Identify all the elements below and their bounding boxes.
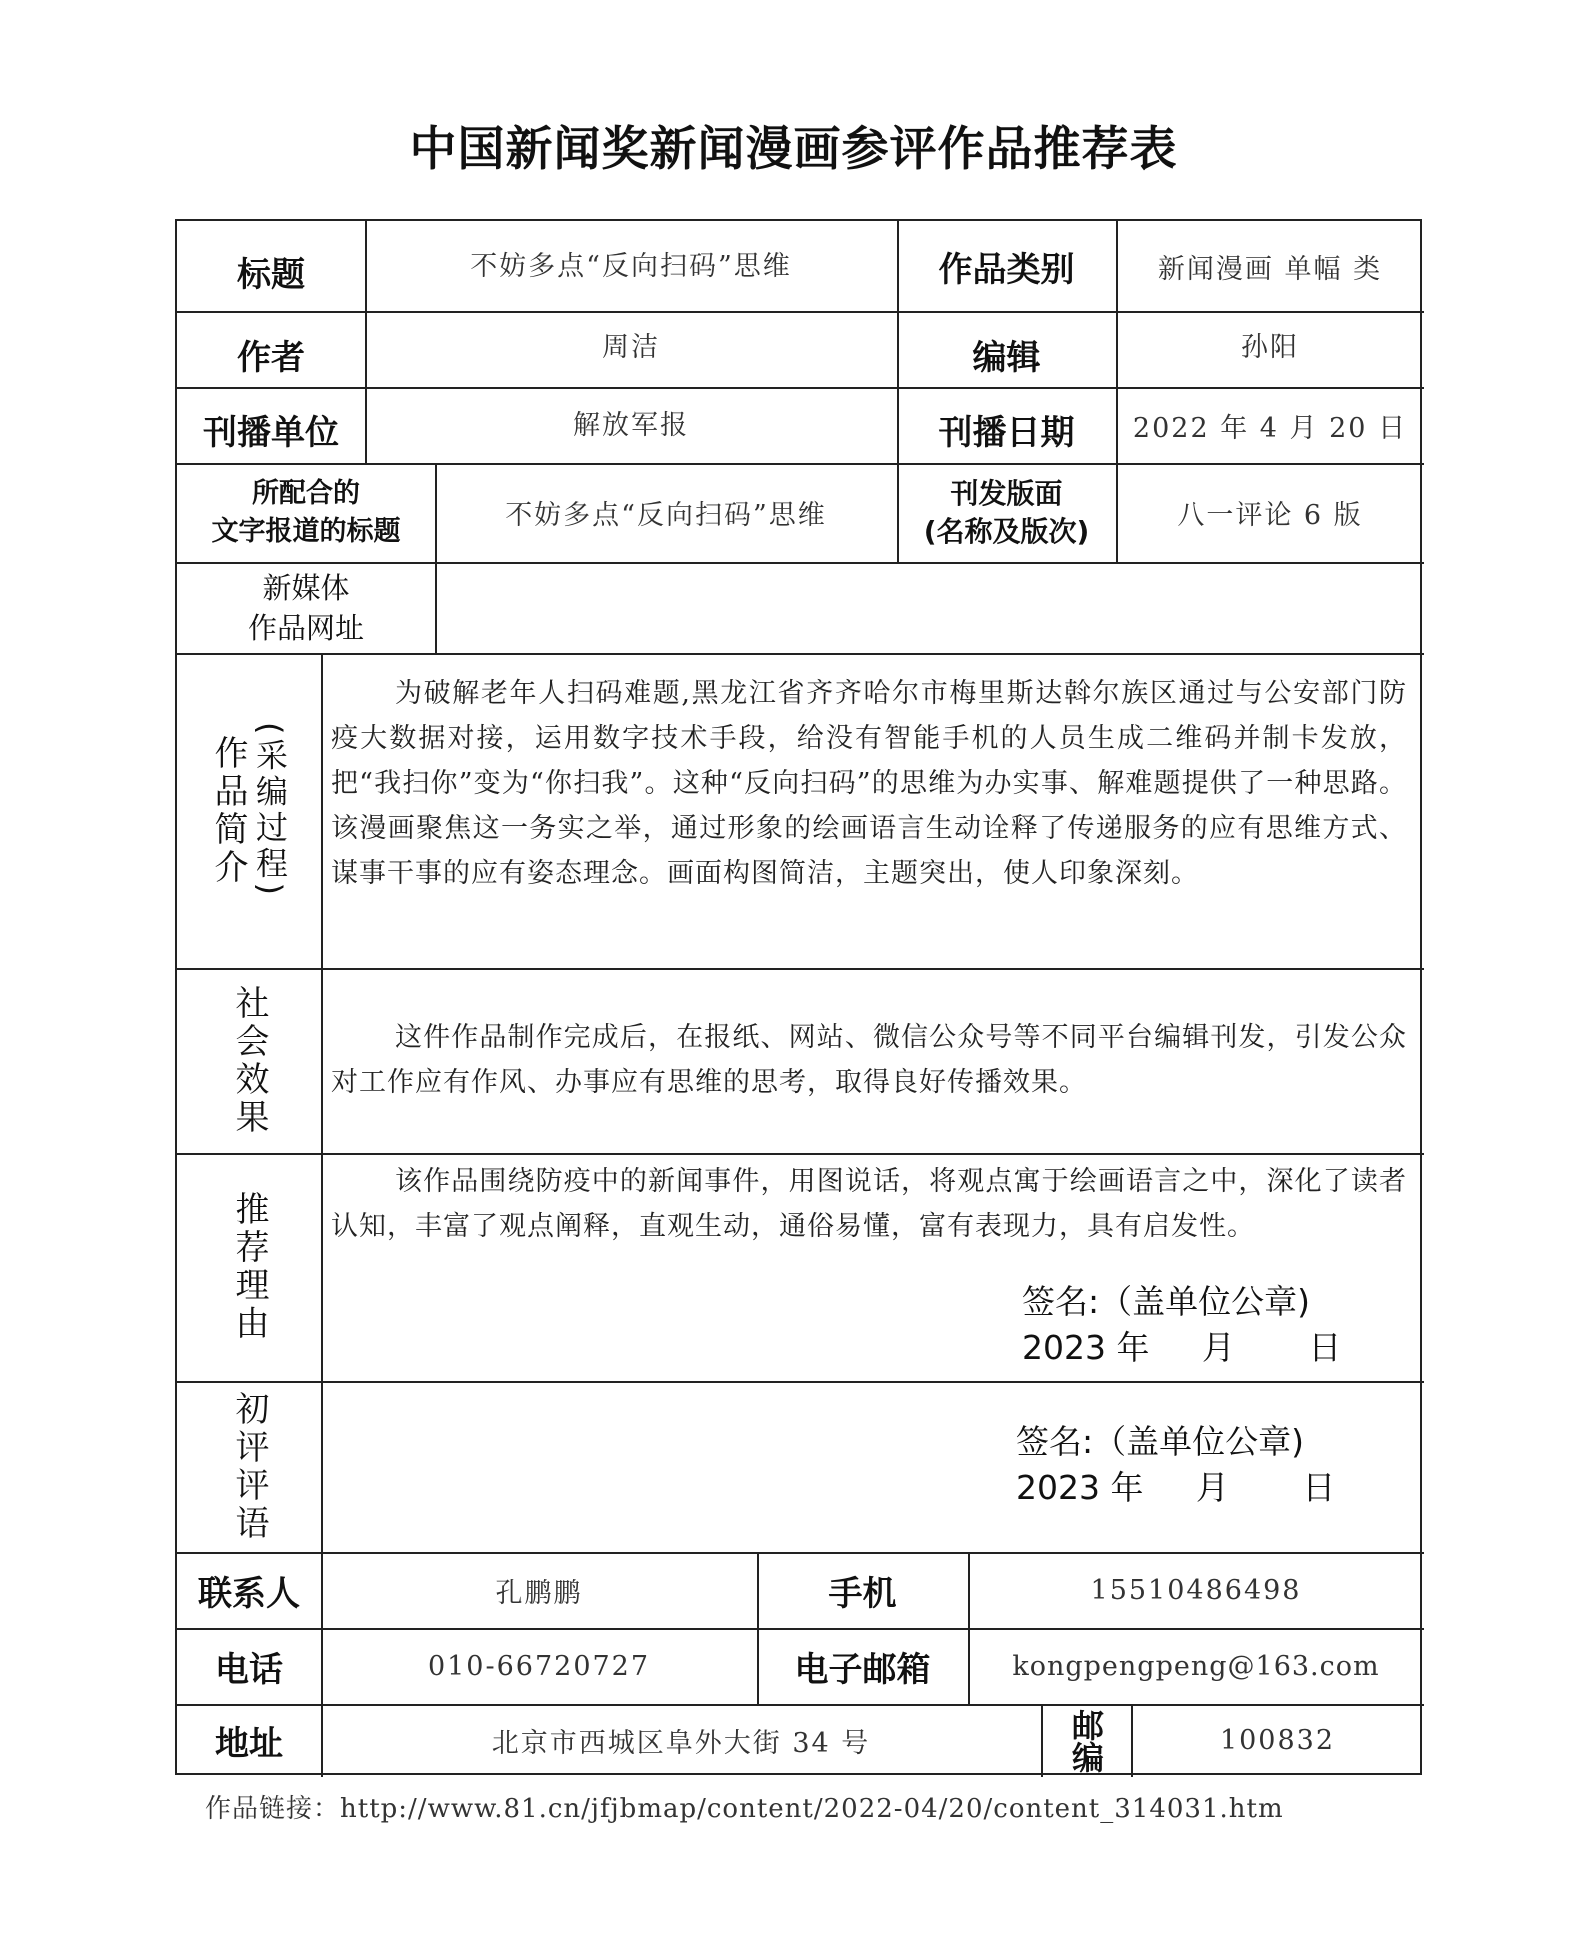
summary-label-sub: (采编过程) [251, 722, 289, 899]
effect-text: 这件作品制作完成后，在报纸、网站、微信公众号等不同平台编辑刊发，引发公众对工作应有作风、办事应有思维的思考，取得良好传播效果。 [331, 1022, 1407, 1098]
reason-date: 2023 年 月 日 [1022, 1328, 1342, 1367]
related-label-line2: 文字报道的标题 [211, 515, 401, 547]
effect-label: 社会效果 [229, 984, 269, 1137]
related-label-line1: 所配合的 [252, 477, 360, 509]
summary-label-main: 作品简介 [208, 734, 248, 887]
reason-signature: 签名:（盖单位公章) [1022, 1282, 1310, 1321]
phone-label: 电话 [215, 1649, 283, 1690]
zip-value: 100832 [1219, 1725, 1336, 1756]
email-label: 电子邮箱 [794, 1649, 931, 1690]
title-value: 不妨多点“反向扫码”思维 [470, 250, 792, 282]
category-label: 作品类别 [938, 249, 1075, 290]
layout-label-line2: (名称及版次) [923, 514, 1090, 548]
summary-label [177, 653, 321, 968]
newmedia-value [435, 562, 1424, 653]
author-label: 作者 [237, 337, 305, 378]
page-title: 中国新闻奖新闻漫画参评作品推荐表 [409, 122, 1178, 177]
related-title-value: 不妨多点“反向扫码”思维 [505, 500, 827, 531]
footer-link: 作品链接：http://www.81.cn/jfjbmap/content/2022-04/20/content_314031.htm [205, 1794, 1284, 1824]
title-label: 标题 [237, 254, 305, 295]
editor-label: 编辑 [972, 337, 1041, 378]
review-signature: 签名:（盖单位公章) [1016, 1422, 1304, 1461]
layout-label-line1: 刊发版面 [950, 476, 1063, 510]
newmedia-label-line1: 新媒体 [262, 570, 350, 605]
mobile-label: 手机 [828, 1573, 897, 1614]
editor-value: 孙阳 [1241, 331, 1299, 363]
author-value: 周洁 [602, 331, 660, 363]
review-label: 初评评语 [229, 1390, 269, 1543]
summary-text: 为破解老年人扫码难题,黑龙江省齐齐哈尔市梅里斯达斡尔族区通过与公安部门防疫大数据对接，运用数字技术手段，给没有智能手机的人员生成二维码并制卡发放，把“我扫你”变为“你扫我”。这种“反向扫码”的思维为办实事、解难题提供了一种思路。该漫画聚焦这一务实之举，通过形象的绘画语言生动诠释了传递服务的应有思维方式、谋事干事的应有姿态理念。画面构图简洁，主题突出，使人印象深刻。 [331, 678, 1407, 889]
publisher-label: 刊播单位 [203, 412, 339, 453]
recommendation-form [175, 219, 1422, 1775]
layout-label [897, 463, 1116, 562]
reason-text: 该作品围绕防疫中的新闻事件，用图说话，将观点寓于绘画语言之中，深化了读者认知，丰富了观点阐释，直观生动，通俗易懂，富有表现力，具有启发性。 [331, 1166, 1407, 1242]
newmedia-label-line2: 作品网址 [247, 610, 364, 645]
zip-label: 邮编 [1067, 1708, 1105, 1773]
publisher-value: 解放军报 [573, 409, 689, 441]
address-label: 地址 [215, 1724, 283, 1764]
contact-person-label: 联系人 [198, 1573, 300, 1614]
related-title-label [177, 463, 435, 562]
category-value: 新闻漫画 单幅 类 [1157, 253, 1383, 285]
newmedia-label [177, 562, 435, 653]
email-value: kongpengpeng@163.com [1012, 1650, 1380, 1682]
address-value: 北京市西城区阜外大街 34 号 [491, 1728, 871, 1759]
layout-value: 八一评论 6 版 [1177, 500, 1363, 531]
contact-person-value: 孔鹏鹏 [495, 1577, 583, 1609]
mobile-value: 15510486498 [1090, 1574, 1302, 1606]
phone-value: 010-66720727 [427, 1650, 651, 1682]
date-label: 刊播日期 [938, 412, 1075, 453]
date-value: 2022 年 4 月 20 日 [1132, 412, 1408, 444]
reason-label: 推荐理由 [229, 1191, 269, 1343]
review-date: 2023 年 月 日 [1016, 1468, 1336, 1507]
